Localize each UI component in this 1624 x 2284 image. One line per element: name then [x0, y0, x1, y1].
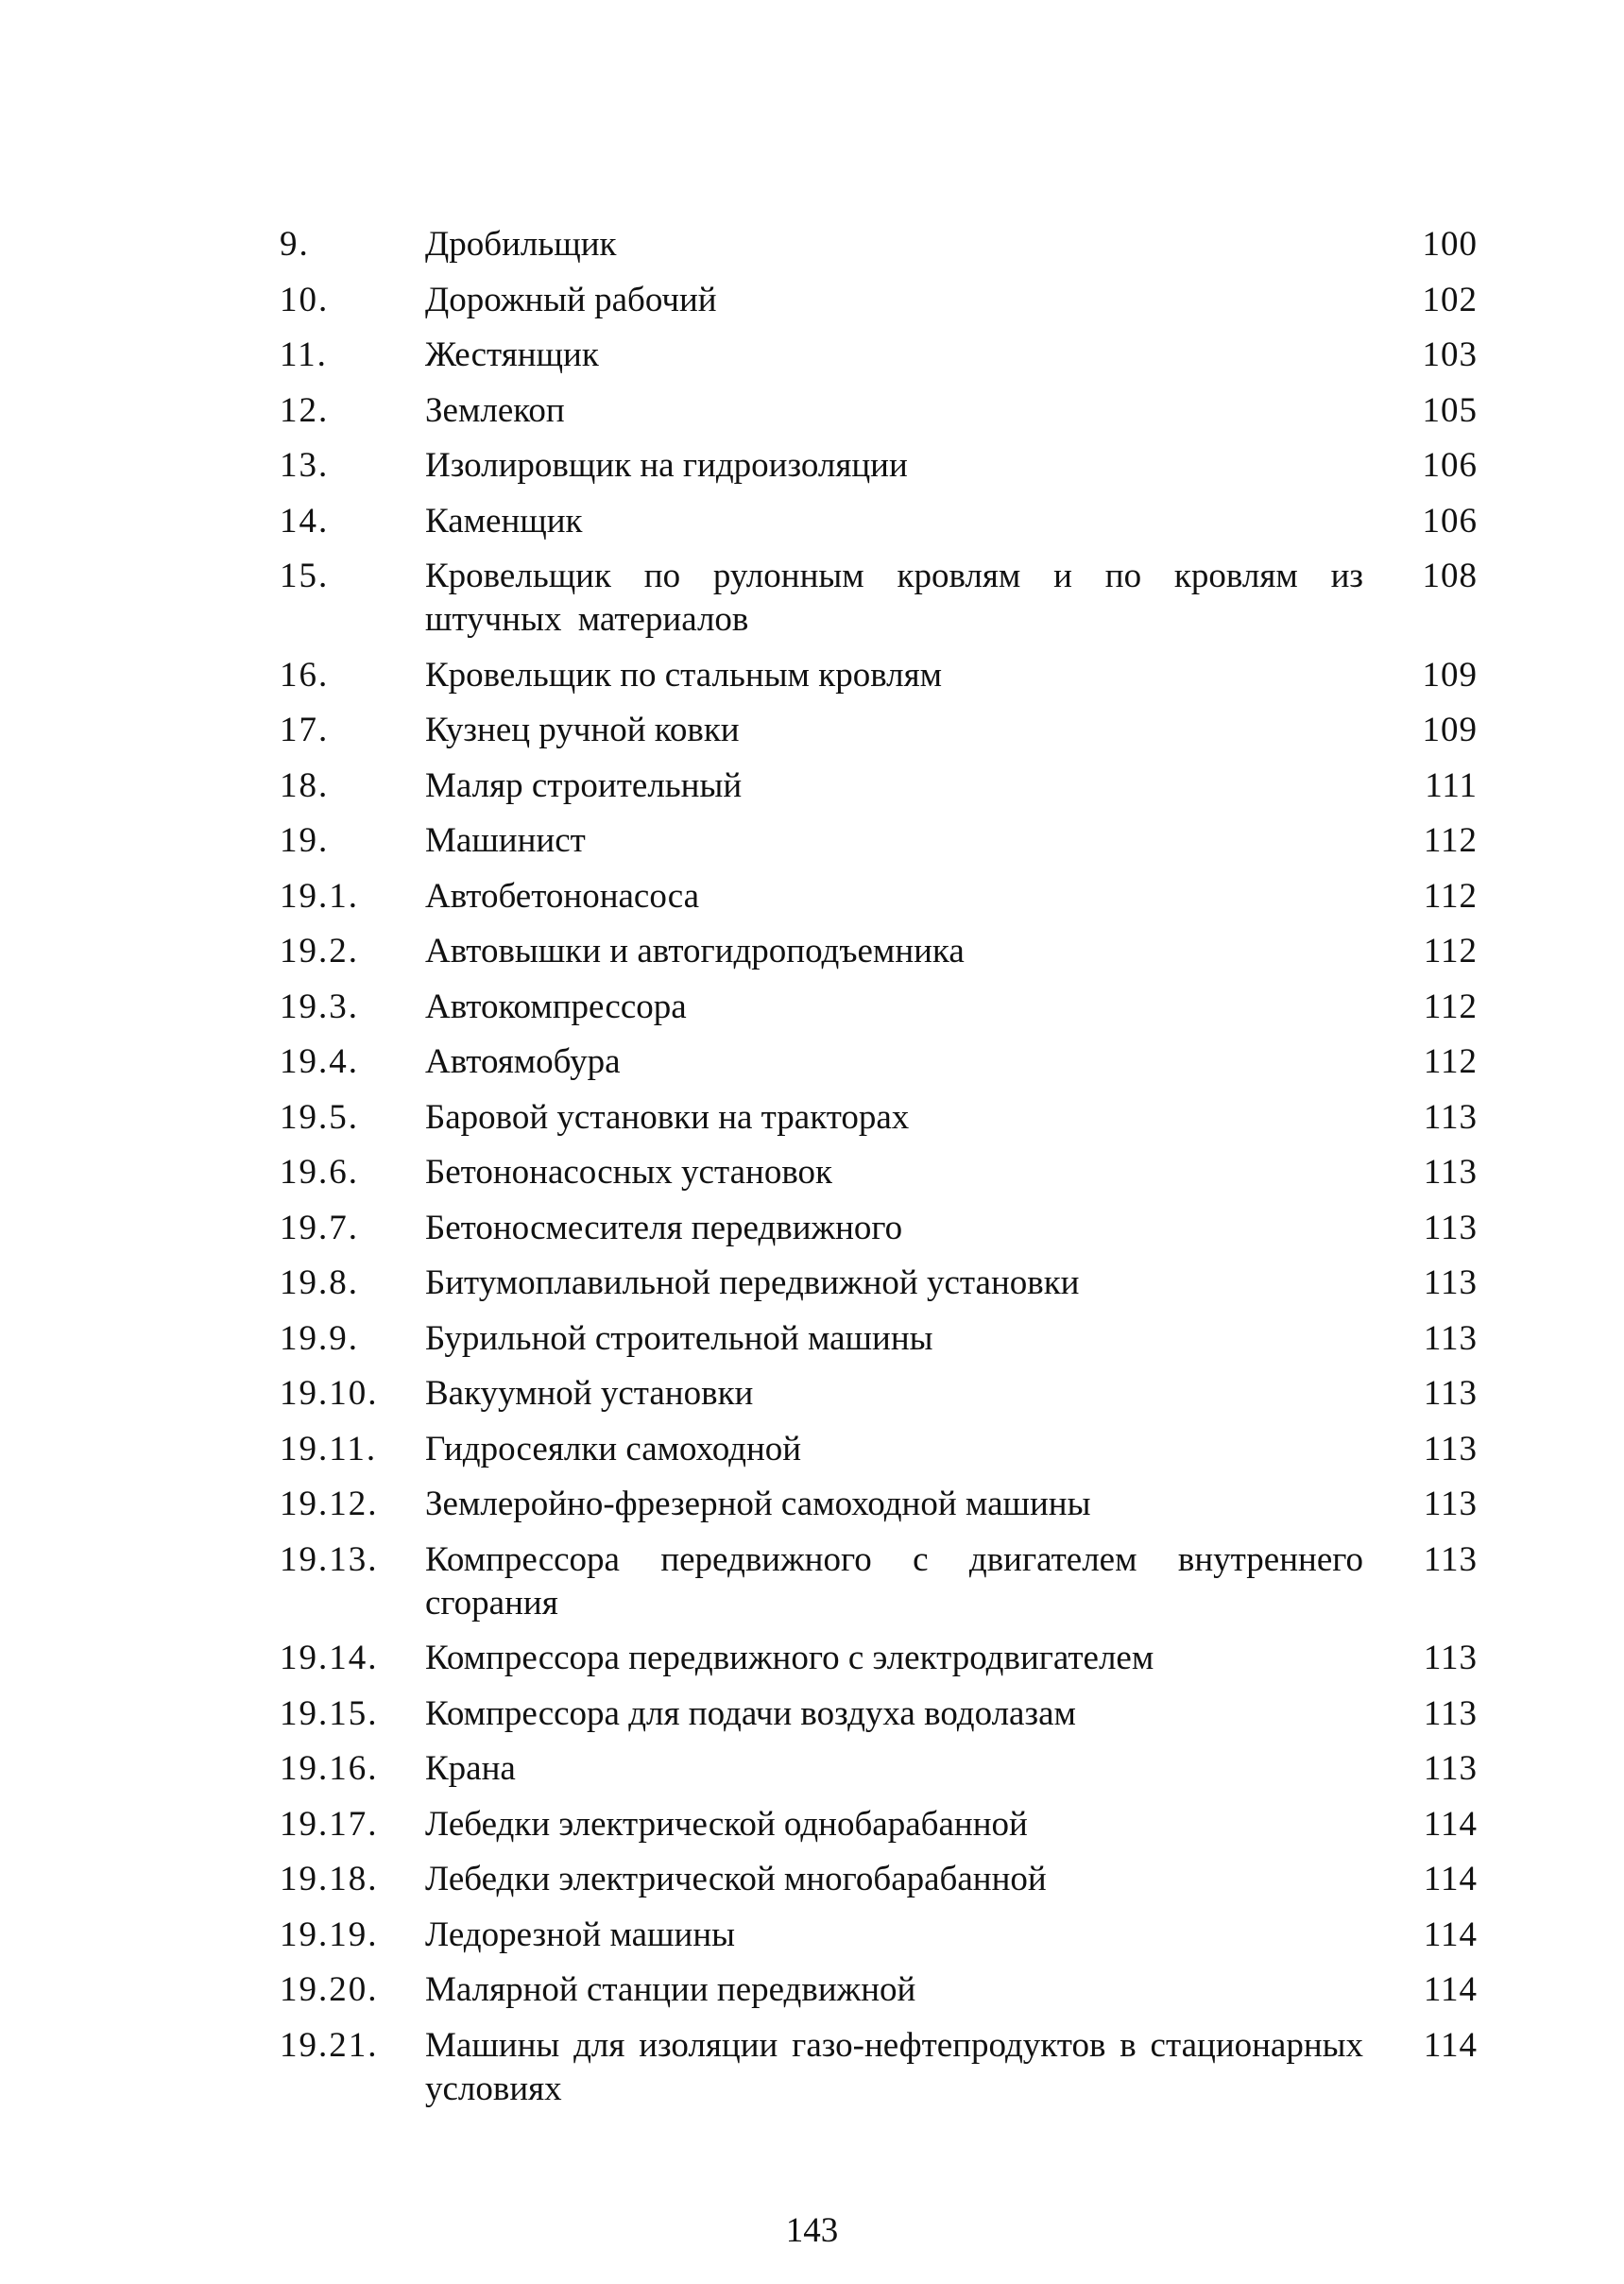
entry-title: Кузнец ручной ковки	[425, 711, 740, 749]
entry-page: 109	[1422, 655, 1478, 695]
entry-number: 19.13.	[280, 1539, 379, 1579]
toc-entry	[280, 500, 1478, 543]
entry-title: Ледорезной машины	[425, 1915, 735, 1954]
entry-page: 109	[1422, 711, 1478, 749]
entry-page: 112	[1423, 821, 1478, 860]
entry-number: 15.	[280, 557, 330, 595]
entry-number: 19.15.	[280, 1693, 379, 1733]
entry-page: 103	[1422, 335, 1478, 374]
entry-number: 19.6.	[280, 1153, 359, 1192]
entry-number: 10.	[280, 280, 330, 319]
toc-entry	[280, 1372, 1478, 1416]
toc-entry	[280, 1914, 1478, 1957]
entry-title: Автокомпрессора	[425, 987, 687, 1026]
toc-entry	[280, 444, 1478, 488]
entry-title: Компрессора передвижного с электродвигателем	[425, 1639, 1154, 1677]
toc-entry	[280, 709, 1478, 752]
toc-entry	[280, 2024, 1478, 2111]
toc-entry	[280, 1483, 1478, 1526]
entry-page: 111	[1425, 765, 1478, 805]
toc-entry	[280, 654, 1478, 697]
entry-title: Землеройно-фрезерной самоходной машины	[425, 1485, 1091, 1523]
entry-number: 19.	[280, 821, 330, 860]
entry-page: 106	[1422, 446, 1478, 485]
entry-page: 113	[1423, 1639, 1478, 1677]
entry-title: Автовышки и автогидроподъемника	[425, 932, 965, 970]
toc-entry	[280, 1747, 1478, 1791]
toc-entry	[280, 1637, 1478, 1680]
toc-entry	[280, 1317, 1478, 1361]
entry-title: Малярной станции передвижной	[425, 1970, 916, 2009]
entry-page: 114	[1423, 1970, 1478, 2009]
entry-page: 114	[1423, 1804, 1478, 1844]
entry-page: 113	[1423, 1318, 1478, 1358]
entry-page: 113	[1423, 1485, 1478, 1523]
entry-title: Дорожный рабочий	[425, 280, 717, 319]
entry-number: 19.5.	[280, 1097, 359, 1137]
toc-entry	[280, 279, 1478, 322]
toc-entry	[280, 1692, 1478, 1736]
entry-title: Изолировщик на гидроизоляции	[425, 446, 908, 485]
entry-page: 113	[1423, 1208, 1478, 1247]
entry-title: Баровой установки на тракторах	[425, 1097, 910, 1137]
entry-title: Битумоплавильной передвижной установки	[425, 1263, 1080, 1302]
entry-number: 19.19.	[280, 1915, 379, 1954]
entry-title: Дробильщик	[425, 225, 617, 264]
entry-title: Каменщик	[425, 501, 583, 541]
entry-number: 9.	[280, 225, 310, 264]
entry-number: 19.17.	[280, 1804, 379, 1844]
toc-entry	[280, 1968, 1478, 2012]
entry-page: 102	[1422, 280, 1478, 319]
entry-number: 19.3.	[280, 987, 359, 1026]
entry-page: 113	[1423, 1539, 1478, 1579]
toc-entry	[280, 1096, 1478, 1140]
entry-page: 113	[1423, 1693, 1478, 1733]
entry-number: 19.16.	[280, 1749, 379, 1788]
toc-entry	[280, 1858, 1478, 1901]
entry-number: 19.12.	[280, 1485, 379, 1523]
entry-page: 106	[1422, 501, 1478, 541]
entry-page: 112	[1423, 932, 1478, 970]
entry-title: Лебедки электрической однобарабанной	[425, 1804, 1028, 1844]
entry-number: 18.	[280, 765, 330, 805]
entry-page: 112	[1423, 876, 1478, 916]
entry-number: 16.	[280, 655, 330, 695]
entry-title: Крана	[425, 1749, 516, 1788]
entry-page: 113	[1423, 1097, 1478, 1137]
entry-page: 113	[1423, 1749, 1478, 1788]
toc-entry	[280, 819, 1478, 863]
toc-entry	[280, 1428, 1478, 1471]
entry-title: Гидросеялки самоходной	[425, 1429, 802, 1468]
entry-number: 19.20.	[280, 1970, 379, 2009]
entry-page: 112	[1423, 987, 1478, 1026]
entry-number: 19.8.	[280, 1263, 359, 1302]
entry-number: 19.10.	[280, 1374, 379, 1413]
entry-number: 19.7.	[280, 1208, 359, 1247]
toc-entry	[280, 986, 1478, 1029]
toc-entry	[280, 334, 1478, 377]
entry-number: 19.2.	[280, 932, 359, 970]
entry-number: 11.	[280, 335, 328, 374]
entry-number: 19.14.	[280, 1639, 379, 1677]
entry-title: Бурильной строительной машины	[425, 1318, 933, 1358]
entry-title: Жестянщик	[425, 335, 599, 374]
toc-entry	[280, 223, 1478, 266]
entry-page: 105	[1422, 390, 1478, 430]
entry-title: Лебедки электрической многобарабанной	[425, 1860, 1047, 1898]
entry-title: Бетоносмесителя передвижного	[425, 1208, 903, 1247]
toc-entry	[280, 1207, 1478, 1250]
entry-title: Автоямобура	[425, 1042, 621, 1081]
entry-title: Кровельщик по рулонным кровлям и по кровлям из штучных материалов	[425, 557, 1363, 639]
page-number: 143	[785, 2211, 839, 2250]
entry-page: 114	[1423, 2025, 1478, 2065]
entry-page: 100	[1422, 225, 1478, 264]
entry-page: 113	[1423, 1429, 1478, 1468]
toc-entry	[280, 764, 1478, 808]
entry-page: 114	[1423, 1915, 1478, 1954]
toc-entry	[280, 555, 1478, 642]
entry-page: 113	[1423, 1153, 1478, 1192]
entry-number: 19.9.	[280, 1318, 359, 1358]
entry-page: 114	[1423, 1860, 1478, 1898]
entry-page: 113	[1423, 1374, 1478, 1413]
entry-number: 19.4.	[280, 1042, 359, 1081]
entry-page: 112	[1423, 1042, 1478, 1081]
entry-number: 19.18.	[280, 1860, 379, 1898]
entry-page: 113	[1423, 1263, 1478, 1302]
entry-number: 12.	[280, 390, 330, 430]
entry-page: 108	[1422, 557, 1478, 595]
toc-entry	[280, 930, 1478, 973]
entry-number: 13.	[280, 446, 330, 485]
table-of-contents	[280, 223, 1478, 2122]
entry-title: Маляр строительный	[425, 765, 743, 805]
entry-title: Компрессора для подачи воздуха водолазам	[425, 1693, 1076, 1733]
entry-number: 19.11.	[280, 1429, 378, 1468]
toc-entry	[280, 1040, 1478, 1084]
entry-title: Вакуумной установки	[425, 1374, 754, 1413]
entry-title: Компрессора передвижного с двигателем внутреннего сгорания	[425, 1539, 1363, 1623]
entry-title: Бетононасосных установок	[425, 1153, 833, 1192]
entry-title: Машинист	[425, 821, 586, 860]
toc-entry	[280, 389, 1478, 433]
toc-entry	[280, 1803, 1478, 1846]
entry-number: 14.	[280, 501, 330, 541]
entry-title: Кровельщик по стальным кровлям	[425, 655, 943, 695]
entry-number: 17.	[280, 711, 330, 749]
entry-title: Землекоп	[425, 390, 565, 430]
toc-entry	[280, 1538, 1478, 1625]
toc-entry	[280, 1262, 1478, 1305]
toc-entry	[280, 1151, 1478, 1194]
entry-number: 19.21.	[280, 2025, 379, 2065]
entry-title: Автобетононасоса	[425, 876, 700, 916]
entry-number: 19.1.	[280, 876, 359, 916]
toc-entry	[280, 875, 1478, 919]
entry-title: Машины для изоляции газо-нефтепродуктов в стационарных условиях	[425, 2025, 1363, 2108]
